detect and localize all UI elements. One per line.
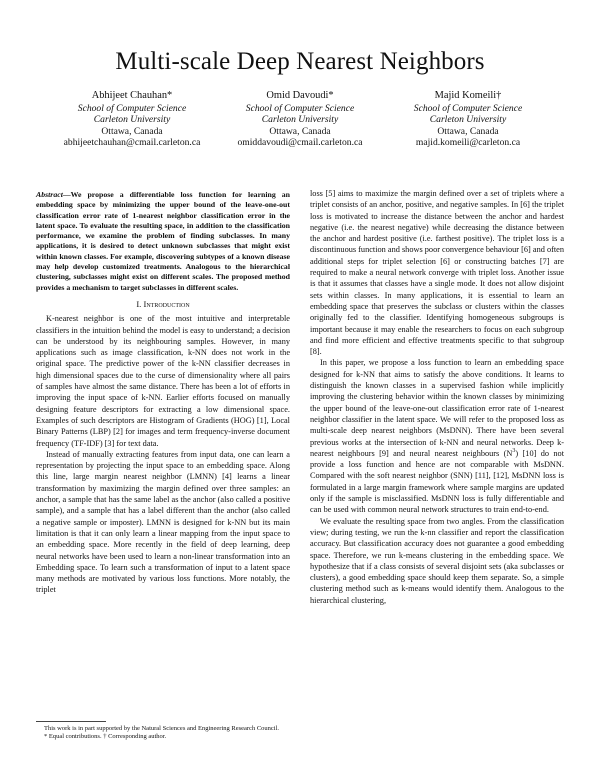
- author-name: Majid Komeili†: [434, 90, 502, 101]
- author-university: Carleton University: [429, 114, 507, 126]
- author-university: Carleton University: [93, 114, 171, 126]
- author-location: Ottawa, Canada: [101, 125, 163, 137]
- left-column: [36, 190, 290, 596]
- right-paragraph-2: [310, 357, 564, 515]
- abstract: [36, 190, 290, 293]
- footnote-rule: [36, 721, 106, 722]
- footnotes: [36, 721, 290, 742]
- paragraph-text-part-b: ) [10] do not provide a loss function and hence are not comparable with MsDNN. Compared with the soft nearest neighbor (SNN) [11], [12], MsDNN loss is formulated in a large margin framework where sample margins are updated only if the sample is misclassified. MsDNN loss is fully differentiable and can be used with common neural network structures to train end-to-end.: [310, 448, 564, 515]
- author-1: [48, 90, 216, 149]
- author-email: abhijeetchauhan@cmail.carleton.ca: [63, 137, 201, 149]
- author-2: [216, 90, 384, 149]
- author-university: Carleton University: [261, 114, 339, 126]
- author-location: Ottawa, Canada: [269, 125, 331, 137]
- author-school: School of Computer Science: [245, 102, 355, 114]
- footnote-contributions: * Equal contributions. † Corresponding author.: [44, 733, 167, 741]
- author-school: School of Computer Science: [413, 102, 523, 114]
- author-email: omiddavoudi@cmail.carleton.ca: [237, 137, 363, 149]
- footnote-funding: This work is in part supported by the Natural Sciences and Engineering Research Council.: [44, 725, 280, 732]
- intro-paragraph-2: Instead of manually extracting features from input data, one can learn a representation by projecting the input space to an embedding space. Along this line, large margin nearest neighbor (LMNN) [4] learns a linear transformation by maximizing the margin defined over three samples: an anchor, a sample that has the same label as the anchor (also called a positive sample), and a sample that has a label different than the anchor (also called a negative sample or imposter). LMNN is designed for k-NN but its main limitation is that it can only learn a linear mapping from the input space to an embedding space. More recently in the field of deep learning, deep neural networks have been used to learn a non-linear transformation into an Embedding space. To learn such a transformation of input to a latent space many methods are motivated by various loss functions. More notably, the triplet: [36, 449, 290, 595]
- superscript: 3: [512, 448, 516, 455]
- author-name: Abhijeet Chauhan*: [91, 90, 173, 101]
- author-block: [48, 90, 552, 149]
- abstract-text: —We propose a differentiable loss function for learning an embedding space by minimizing the upper bound of the leave-one-out classification error rate of 1-nearest neighbor classification error in the latent space. To evaluate the resulting space, in addition to the classification performance, we examine the problem of finding subclasses. In many applications, it is desired to detect unknown subclasses that might exist within known classes. For example, discovering subtypes of a known disease may help develop customized treatments. Analogous to the hierarchical clustering, subclasses might exist on different scales. The proposed method provides a mechanism to target subclasses in different scales.: [36, 190, 290, 292]
- intro-paragraph-1: K-nearest neighbor is one of the most intuitive and interpretable classifiers in the intuition behind the model is easy to understand; a decision can be understood by its neighbouring samples. However, in many applications such as image classification, k-NN does not work in the original space. The predictive power of the k-NN classifier decreases in high dimensional spaces due to the curse of dimensionality where all pairs of samples have almost the same distance. There has been a lot of efforts in improving the input space of k-NN. Earlier efforts focused on manually designing feature descriptors for extracting a low dimensional space. Examples of such descriptors are Histogram of Gradients (HOG) [1], Local Binary Patterns (LBP) [2] for images and term frequency-inverse document frequency (TF-IDF) [3] for text data.: [36, 314, 290, 448]
- right-paragraph-3: We evaluate the resulting space from two angles. From the classification view; during testing, we run the k-nn classifier and report the classification accuracy. But classification accuracy does not guarantee a good embedding space. Therefore, we run k-means clustering in the embedding space. We hypothesize that if a class consists of several disjoint sets (aka subclasses or clusters), a good embedding space should keep them separate. So, a simple clustering method such as k-means would identify them. Analogous to the hierarchical clustering,: [310, 516, 564, 605]
- author-school: School of Computer Science: [77, 102, 187, 114]
- author-email: majid.komeili@carleton.ca: [415, 137, 521, 149]
- paragraph-text-part-a: In this paper, we propose a loss function to learn an embedding space designed for k-NN that aims to satisfy the above conditions. It learns to distinguish the known classes in a supervised fashion while implicitly improving the clustering behavior within the known classes by minimizing the upper bound of the leave-one-out classification error rate of 1-nearest neighbor classifier in the latent space. We will refer to the proposed loss as multi-scale deep nearest neighbors (MsDNN). There have been several previous works at the intersection of k-NN and neural networks. Deep k-nearest neighbours [9] and neural nearest neighbours (N: [310, 358, 564, 458]
- abstract-label: Abstract: [36, 190, 63, 199]
- right-paragraph-1: loss [5] aims to maximize the margin defined over a set of triplets where a triplet consists of an anchor, positive, and negative samples. In [6] the triplet loss is motivated to increase the distance between the anchor and hardest negative (i.e. the nearest negative) while decreasing the distance between the anchor and hardest positive (i.e. farthest positive). The triplet loss is a discontinuous function and shows poor convergence behaviour [6] and often additional steps for triplet selection [6] or constructing batches [7] are required to make a neural network converge with triplet loss. Another issue is that it assumes that classes have a single mode. It does not allow disjoint sets within classes. In many applications, it is essential to learn an embedding space that preserves the subclass or clusters within the classes originally fed to the classifier. Identifying homogeneous subgroups is important because it may enable the researchers to focus on each subgroup and find more efficient and effective treatments specific to that subgroup [8].: [310, 189, 564, 357]
- section-heading: I. Introduction: [136, 298, 190, 309]
- author-3: [384, 90, 552, 149]
- paper-title: Multi-scale Deep Nearest Neighbors: [115, 48, 485, 75]
- right-column: [310, 188, 564, 606]
- author-name: Omid Davoudi*: [266, 90, 334, 101]
- author-location: Ottawa, Canada: [437, 125, 499, 137]
